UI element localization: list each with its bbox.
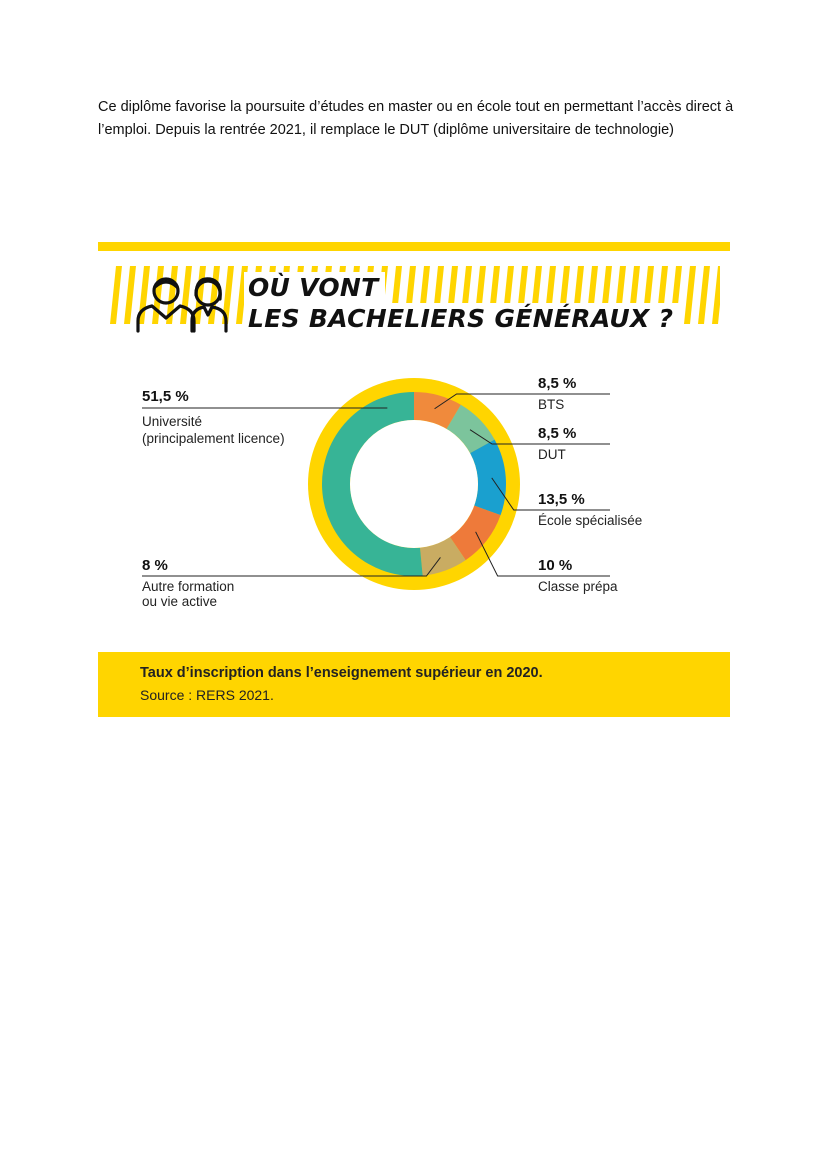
footer-band xyxy=(98,652,730,717)
label-name-autre-2: ou vie active xyxy=(142,594,218,609)
label-value-autre: 8 % xyxy=(142,557,168,574)
intro-line-1: Ce diplôme favorise la poursuite d’études en master ou en école tout en permettant l’accès direct à xyxy=(98,99,734,115)
label-value-univ: 51,5 % xyxy=(142,388,189,405)
label-name-ecole: École spécialisée xyxy=(538,513,643,528)
infographic xyxy=(98,242,730,717)
label-value-ecole: 13,5 % xyxy=(538,491,585,508)
title-line-2: LES BACHELIERS GÉNÉRAUX ? xyxy=(244,303,679,334)
label-name-bts: BTS xyxy=(538,397,565,412)
intro-paragraph xyxy=(98,96,738,142)
donut-hole xyxy=(350,420,478,548)
intro-line-2: l’emploi. Depuis la rentrée 2021, il remplace le DUT (diplôme universitaire de technologie) xyxy=(98,122,674,138)
footer-source: Source : RERS 2021. xyxy=(140,687,274,703)
label-name-prepa: Classe prépa xyxy=(538,579,618,594)
label-value-bts: 8,5 % xyxy=(538,375,577,392)
footer-caption: Taux d’inscription dans l’enseignement supérieur en 2020. xyxy=(140,665,543,681)
label-name-univ-1: Université xyxy=(142,414,203,429)
label-value-prepa: 10 % xyxy=(538,557,573,574)
label-value-dut: 8,5 % xyxy=(538,425,577,442)
label-name-dut: DUT xyxy=(538,447,566,462)
title-line-1: OÙ VONT xyxy=(244,272,385,303)
donut-chart xyxy=(98,242,730,652)
label-name-univ-2: (principalement licence) xyxy=(142,431,285,446)
label-name-autre-1: Autre formation xyxy=(142,579,235,594)
